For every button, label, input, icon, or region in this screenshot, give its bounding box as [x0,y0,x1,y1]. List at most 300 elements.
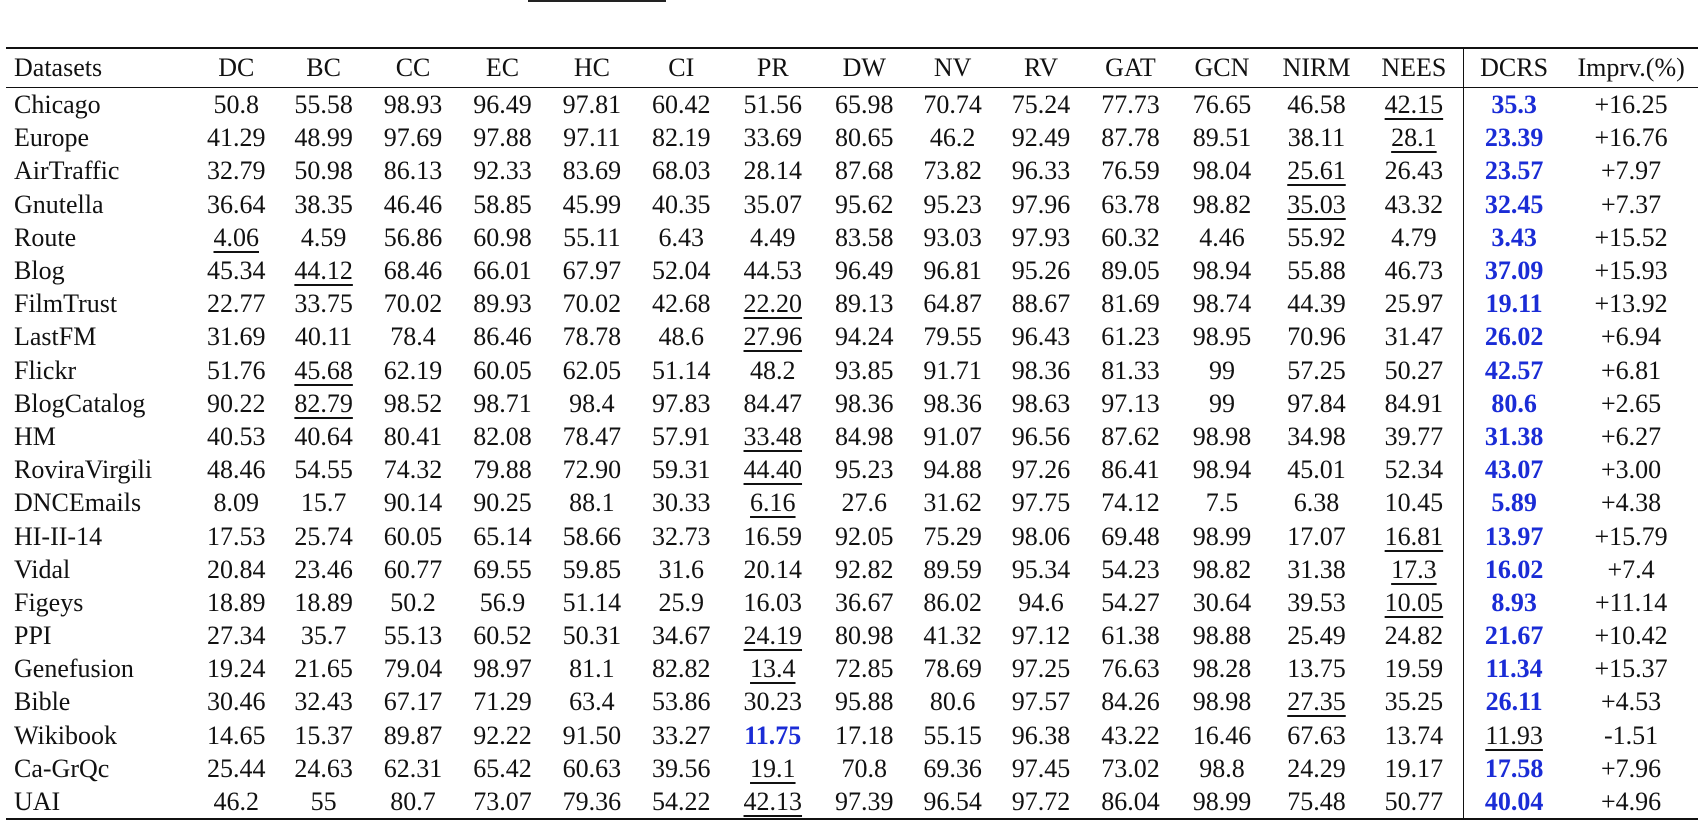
table-row [6,188,1698,221]
table-row [6,221,1698,254]
table-cell: 56.86 [383,222,443,252]
table-cell: 69.36 [923,753,982,783]
table-cell: 84.91 [1384,388,1444,418]
table-cell: 17.18 [835,720,894,750]
table-cell: 62.19 [383,355,443,385]
table-cell: 27.6 [841,488,887,518]
table-cell: 18.89 [207,587,266,617]
table-cell: 99 [1208,355,1235,385]
dataset-name-cell: PPI [14,621,52,651]
table-cell: 33.75 [294,289,353,319]
table-cell: 92.82 [835,554,894,584]
dataset-name-cell: LastFM [14,322,97,352]
table-cell: 96.81 [923,256,982,286]
table-cell: 57.25 [1287,355,1346,385]
table-cell: 54.55 [294,455,353,485]
table-cell: 86.13 [383,156,443,186]
table-cell: 40.64 [294,421,353,451]
table-cell: 5.89 [1463,486,1564,519]
table-row [6,420,1698,453]
table-cell: 26.02 [1463,320,1564,353]
table-cell: +16.25 [1594,90,1668,120]
table-cell: 79.88 [473,455,532,485]
table-cell: +7.97 [1601,156,1662,186]
table-cell: 88.67 [1011,289,1071,319]
table-cell: 21.67 [1463,619,1564,652]
table-cell: 70.8 [841,753,887,783]
table-cell: 14.65 [207,720,266,750]
table-cell: 50.31 [562,621,622,651]
table-cell: 43.32 [1384,189,1444,219]
table-body [6,88,1698,820]
table-cell: 72.85 [835,654,894,684]
top-fragment-rule [528,0,666,2]
table-cell: 98.36 [923,388,982,418]
table-cell: 57.91 [652,421,711,451]
table-cell: 37.09 [1463,254,1564,287]
table-cell: 75.29 [923,521,982,551]
header-cell: NEES [1381,53,1447,82]
table-row [6,320,1698,353]
table-cell: 81.69 [1101,289,1160,319]
table-cell: 69.48 [1101,521,1160,551]
table-cell: 55.11 [563,222,621,252]
dataset-name-cell: Route [14,222,77,252]
table-cell: +4.96 [1601,787,1662,817]
table-cell: 98.28 [1192,654,1252,684]
table-cell: 89.51 [1192,123,1252,153]
table-cell: +15.37 [1594,654,1668,684]
table-cell: 68.03 [652,156,711,186]
table-cell: 48.2 [750,355,796,385]
table-header-row [6,48,1698,88]
table-cell: 60.52 [473,621,532,651]
table-cell: 51.56 [743,90,803,120]
header-cell: RV [1024,53,1059,82]
table-cell: 92.33 [473,156,532,186]
dataset-name-cell: Europe [14,123,90,153]
table-cell: 55.88 [1287,256,1346,286]
table-cell: 11.93 [1463,719,1564,752]
table-row [6,619,1698,652]
table-cell: 17.58 [1463,752,1564,785]
dataset-name-cell: FilmTrust [14,289,118,319]
table-cell: 83.58 [835,222,894,252]
table-cell: 27.35 [1287,687,1346,717]
results-table [6,47,1698,820]
table-cell: 16.81 [1384,521,1444,551]
table-cell: 90.22 [207,388,266,418]
table-cell: 95.23 [923,189,982,219]
table-cell: 71.29 [473,687,532,717]
table-cell: 91.50 [562,720,622,750]
table-cell: 11.75 [744,720,802,750]
table-cell: 92.22 [473,720,532,750]
table-cell: 97.12 [1011,621,1071,651]
table-cell: 98.99 [1192,521,1252,551]
table-cell: 95.34 [1011,554,1071,584]
dataset-name-cell: RoviraVirgili [14,455,153,485]
table-cell: 98.82 [1192,189,1252,219]
table-cell: +7.4 [1607,554,1655,584]
table-cell: 50.77 [1384,787,1444,817]
dataset-name-cell: Vidal [14,554,71,584]
header-cell: NIRM [1282,53,1351,82]
table-cell: 20.14 [743,554,803,584]
table-cell: 82.19 [652,123,711,153]
header-cell: HC [573,53,610,82]
table-cell: 91.07 [923,421,982,451]
table-cell: 46.46 [383,189,443,219]
table-cell: 76.65 [1192,90,1252,120]
table-row [6,685,1698,718]
table-cell: 97.25 [1011,654,1071,684]
table-cell: 34.67 [652,621,711,651]
table-cell: 98.98 [1192,421,1252,451]
table-row [6,287,1698,320]
table-cell: 97.45 [1011,753,1071,783]
table-cell: 63.78 [1101,189,1160,219]
table-cell: 97.81 [562,90,622,120]
table-cell: 15.7 [300,488,347,518]
table-cell: 84.98 [835,421,894,451]
table-cell: 39.77 [1384,421,1444,451]
table-cell: 87.68 [835,156,894,186]
table-cell: 80.6 [929,687,976,717]
table-cell: 75.48 [1287,787,1346,817]
table-cell: 89.93 [473,289,532,319]
table-row [6,752,1698,785]
table-cell: 17.07 [1287,521,1346,551]
table-cell: 63.4 [569,687,615,717]
table-cell: 6.43 [658,222,705,252]
table-cell: 41.32 [923,621,982,651]
header-cell: GCN [1194,53,1250,82]
table-cell: 97.83 [652,388,711,418]
table-row [6,486,1698,519]
table-cell: 90.14 [383,488,443,518]
dataset-name-cell: Figeys [14,587,84,617]
table-cell: 59.85 [562,554,622,584]
table-cell: 95.62 [835,189,894,219]
table-cell: 43.22 [1101,720,1160,750]
table-cell: 54.27 [1101,587,1160,617]
table-cell: 73.82 [923,156,982,186]
table-cell: 42.15 [1384,90,1444,120]
table-cell: 53.86 [652,687,711,717]
table-cell: 17.53 [207,521,266,551]
dataset-name-cell: HM [14,421,56,451]
table-cell: 8.93 [1463,586,1564,619]
table-cell: 70.02 [383,289,443,319]
table-cell: +6.94 [1601,322,1662,352]
table-cell: 24.63 [294,753,353,783]
table-cell: +11.14 [1595,587,1668,617]
header-cell: GAT [1105,53,1156,82]
table-cell: 82.08 [473,421,532,451]
table-row [6,553,1698,586]
table-cell: +4.53 [1601,687,1662,717]
table-cell: 52.04 [652,256,711,286]
table-cell: 97.39 [835,787,894,817]
table-cell: 19.11 [1463,287,1564,320]
table-cell: 32.79 [207,156,266,186]
dataset-name-cell: Chicago [14,90,101,120]
header-cell: DCRS [1463,48,1564,88]
table-cell: 45.01 [1287,455,1346,485]
table-cell: 23.46 [294,554,353,584]
table-cell: 6.38 [1293,488,1340,518]
table-cell: 32.43 [294,687,353,717]
table-row [6,121,1698,154]
table-cell: 81.33 [1101,355,1160,385]
table-cell: 19.59 [1384,654,1444,684]
table-cell: 60.77 [383,554,443,584]
table-cell: 93.85 [835,355,894,385]
table-cell: 52.34 [1384,455,1444,485]
table-cell: 89.05 [1101,256,1160,286]
table-cell: 80.65 [835,123,894,153]
table-cell: +13.92 [1594,289,1668,319]
table-cell: 60.32 [1101,222,1160,252]
table-cell: 97.13 [1101,388,1160,418]
table-cell: 95.26 [1011,256,1071,286]
table-cell: 97.57 [1011,687,1071,717]
table-cell: 19.17 [1384,753,1444,783]
dataset-name-cell: Bible [14,687,71,717]
table-cell: 76.63 [1101,654,1160,684]
table-row [6,354,1698,387]
table-row [6,586,1698,619]
table-cell: 84.26 [1101,687,1160,717]
table-cell: 31.6 [658,554,705,584]
table-cell: 96.49 [835,256,894,286]
table-cell: 65.98 [835,90,894,120]
table-cell: 33.27 [652,720,711,750]
table-cell: 41.29 [207,123,266,153]
table-cell: 43.07 [1463,453,1564,486]
table-cell: 25.9 [658,587,705,617]
table-cell: 35.25 [1384,687,1444,717]
table-cell: 40.53 [207,421,266,451]
table-cell: 96.43 [1011,322,1071,352]
table-cell: 62.05 [562,355,622,385]
table-cell: 98.82 [1192,554,1252,584]
dataset-name-cell: HI-II-14 [14,521,103,551]
table-cell: 31.62 [923,488,982,518]
table-cell: 79.55 [923,322,982,352]
table-cell: 94.88 [923,455,982,485]
dataset-name-cell: Wikibook [14,720,117,750]
table-cell: 25.97 [1384,289,1444,319]
table-cell: 31.47 [1384,322,1444,352]
table-cell: 82.79 [294,388,353,418]
dataset-name-cell: Gnutella [14,189,104,219]
table-cell: 89.87 [383,720,443,750]
table-cell: 70.74 [923,90,982,120]
table-cell: 16.03 [743,587,803,617]
table-cell: 74.12 [1101,488,1160,518]
table-cell: 33.48 [743,421,803,451]
table-cell: 51.76 [207,355,266,385]
table-cell: 16.59 [743,521,803,551]
table-cell: 30.33 [652,488,711,518]
table-cell: 58.66 [562,521,622,551]
table-cell: 51.14 [562,587,622,617]
table-cell: 98.52 [383,388,443,418]
table-cell: 73.07 [473,787,532,817]
table-cell: 92.05 [835,521,894,551]
table-cell: 24.19 [743,621,803,651]
table-cell: 32.73 [652,521,711,551]
table-cell: 8.09 [213,488,259,518]
table-cell: 78.4 [390,322,436,352]
table-cell: 74.32 [383,455,443,485]
table-cell: 92.49 [1011,123,1071,153]
header-cell: NV [933,53,972,82]
table-cell: 96.38 [1011,720,1071,750]
table-cell: 72.90 [562,455,622,485]
table-cell: 40.11 [294,322,353,352]
dataset-name-cell: BlogCatalog [14,388,146,418]
table-cell: 98.74 [1192,289,1252,319]
table-cell: 27.96 [743,322,803,352]
table-row [6,652,1698,685]
table-cell: 88.1 [569,488,615,518]
table-cell: +15.52 [1594,222,1668,252]
table-cell: 35.3 [1463,88,1564,122]
table-cell: 45.34 [207,256,266,286]
table-cell: 46.58 [1287,90,1346,120]
table-cell: 97.96 [1011,189,1071,219]
table-cell: 98.06 [1011,521,1071,551]
table-cell: 44.12 [294,256,353,286]
table-cell: 77.73 [1101,90,1160,120]
table-cell: 13.97 [1463,519,1564,552]
table-cell: 73.02 [1101,753,1160,783]
table-cell: 80.6 [1463,387,1564,420]
table-cell: 4.06 [213,222,259,252]
table-cell: 68.46 [383,256,443,286]
table-cell: 55.92 [1287,222,1346,252]
table-cell: 42.13 [743,787,803,817]
table-cell: 97.93 [1011,222,1071,252]
table-cell: 78.78 [562,322,622,352]
table-row [6,387,1698,420]
table-cell: 31.38 [1463,420,1564,453]
table-cell: 25.74 [294,521,353,551]
results-table-container [6,47,1698,820]
table-cell: 97.11 [563,123,621,153]
table-cell: 30.23 [743,687,803,717]
table-cell: 44.40 [743,455,803,485]
table-cell: 86.41 [1101,455,1160,485]
table-cell: 16.02 [1463,553,1564,586]
table-cell: 84.47 [743,388,803,418]
table-cell: 25.61 [1287,156,1346,186]
table-cell: 3.43 [1463,221,1564,254]
table-cell: 81.1 [569,654,615,684]
table-cell: 16.46 [1192,720,1252,750]
table-cell: 40.35 [652,189,711,219]
header-cell: Datasets [14,53,103,82]
table-cell: +4.38 [1601,488,1662,518]
table-cell: 86.02 [923,587,982,617]
table-cell: 70.02 [562,289,622,319]
table-row [6,254,1698,287]
table-cell: 58.85 [473,189,532,219]
table-cell: 31.69 [207,322,266,352]
table-cell: 86.46 [473,322,532,352]
table-cell: 98.63 [1011,388,1071,418]
table-cell: +15.93 [1594,256,1668,286]
table-cell: 46.73 [1384,256,1444,286]
table-cell: 24.29 [1287,753,1346,783]
table-cell: 6.16 [750,488,796,518]
table-cell: 94.6 [1018,587,1064,617]
table-cell: +7.37 [1601,189,1662,219]
table-row [6,785,1698,819]
table-cell: 30.64 [1192,587,1252,617]
table-cell: 23.39 [1463,121,1564,154]
table-cell: 60.63 [562,753,622,783]
header-cell: CI [668,53,695,82]
table-cell: 69.55 [473,554,532,584]
table-cell: 50.2 [390,587,436,617]
table-cell: 21.65 [294,654,353,684]
table-cell: 11.34 [1463,652,1564,685]
table-cell: 87.62 [1101,421,1160,451]
table-cell: 33.69 [743,123,803,153]
header-cell: BC [306,53,341,82]
table-cell: 24.82 [1384,621,1444,651]
header-cell: PR [756,53,789,82]
table-cell: 65.14 [473,521,532,551]
table-cell: 97.75 [1011,488,1071,518]
table-cell: 54.23 [1101,554,1160,584]
table-cell: 13.75 [1287,654,1346,684]
table-cell: 95.23 [835,455,894,485]
table-cell: 98.94 [1192,256,1252,286]
table-cell: 7.5 [1205,488,1239,518]
table-cell: 86.04 [1101,787,1160,817]
table-cell: 98.88 [1192,621,1252,651]
table-cell: 98.95 [1192,322,1252,352]
table-cell: 28.14 [743,156,803,186]
table-cell: 55.13 [383,621,443,651]
header-cell: DW [842,53,886,82]
table-cell: 34.98 [1287,421,1346,451]
table-cell: 98.36 [1011,355,1071,385]
dataset-name-cell: UAI [14,787,61,817]
table-cell: 70.96 [1287,322,1346,352]
table-cell: 98.99 [1192,787,1252,817]
table-cell: 19.1 [750,753,796,783]
table-cell: 50.98 [294,156,353,186]
table-cell: 48.99 [294,123,353,153]
table-cell: 98.4 [569,388,615,418]
table-cell: 98.8 [1199,753,1245,783]
dataset-name-cell: Ca-GrQc [14,753,110,783]
table-cell: 42.57 [1463,354,1564,387]
table-cell: 38.11 [1287,123,1346,153]
table-cell: 45.68 [294,355,353,385]
table-cell: +6.27 [1601,421,1662,451]
table-cell: 42.68 [652,289,711,319]
table-cell: 30.46 [207,687,266,717]
table-cell: 39.56 [652,753,711,783]
table-cell: 50.8 [213,90,259,120]
